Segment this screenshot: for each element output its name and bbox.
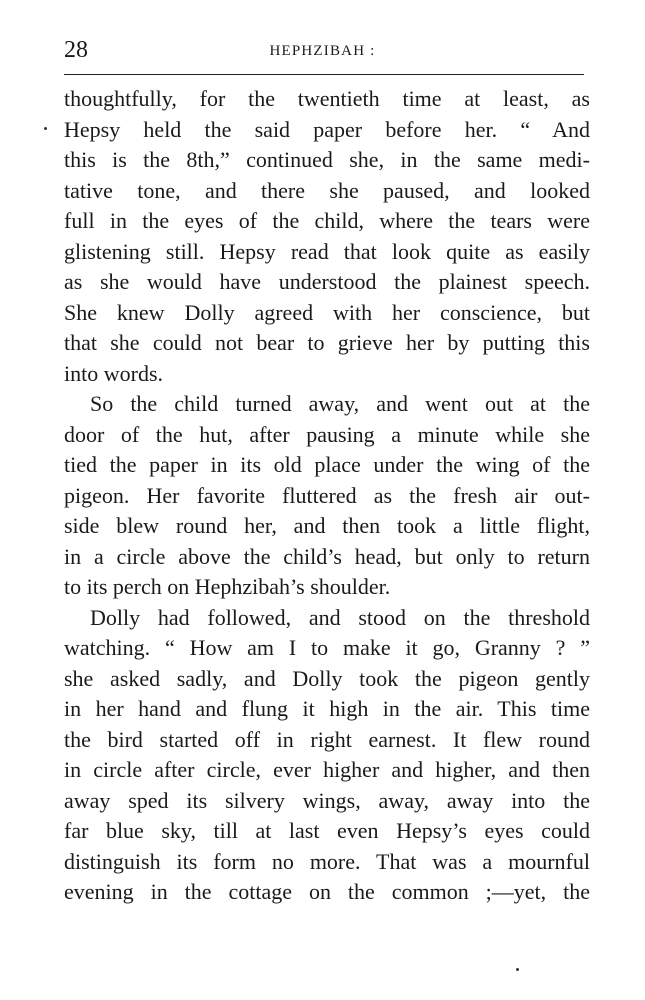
text-line: in her hand and flung it high in the air. This time bbox=[64, 696, 590, 721]
text-line: in circle after circle, ever higher and higher, and then bbox=[64, 757, 590, 782]
text-line: glistening still. Hepsy read that look quite as easily bbox=[64, 238, 590, 264]
paragraph bbox=[64, 84, 590, 389]
text-line: this is the 8th,” continued she, in the same medi- bbox=[64, 147, 590, 172]
text-line: full in the eyes of the child, where the tears were bbox=[64, 208, 590, 233]
text-line: into words. bbox=[64, 360, 163, 386]
text-line: she asked sadly, and Dolly took the pigeon gently bbox=[64, 665, 590, 691]
print-speck bbox=[516, 968, 519, 971]
text-line: side blew round her, and then took a little flight, bbox=[64, 513, 590, 538]
page-number: 28 bbox=[64, 37, 88, 63]
body-text bbox=[64, 84, 590, 908]
header-rule bbox=[64, 74, 584, 75]
text-line: to its perch on Hephzibah’s shoulder. bbox=[64, 574, 391, 599]
text-line: tied the paper in its old place under the wing of the bbox=[64, 452, 590, 477]
paragraph bbox=[64, 389, 590, 603]
text-line: tative tone, and there she paused, and looked bbox=[64, 177, 590, 203]
text-line: So the child turned away, and went out at the bbox=[90, 391, 590, 416]
text-line: evening in the cottage on the common ;—yet, the bbox=[64, 879, 590, 904]
text-line: She knew Dolly agreed with her conscience, but bbox=[64, 299, 590, 325]
running-head-title: HEPHZIBAH : bbox=[269, 43, 376, 59]
text-line: Hepsy held the said paper before her. “ And bbox=[64, 116, 590, 142]
text-line: thoughtfully, for the twentieth time at least, as bbox=[64, 86, 590, 111]
text-line: the bird started off in right earnest. It flew round bbox=[64, 726, 590, 752]
text-line: in a circle above the child’s head, but only to return bbox=[64, 543, 590, 569]
text-line: door of the hut, after pausing a minute while she bbox=[64, 421, 590, 447]
text-line: as she would have understood the plainest speech. bbox=[64, 269, 590, 294]
text-line: watching. “ How am I to make it go, Granny ? ” bbox=[64, 635, 590, 660]
text-line: Dolly had followed, and stood on the threshold bbox=[90, 604, 590, 630]
print-speck bbox=[44, 127, 47, 130]
text-line: far blue sky, till at last even Hepsy’s eyes could bbox=[64, 818, 590, 843]
text-line: away sped its silvery wings, away, away into the bbox=[64, 787, 590, 813]
text-line: distinguish its form no more. That was a mournful bbox=[64, 848, 590, 874]
text-line: pigeon. Her favorite fluttered as the fresh air out- bbox=[64, 482, 590, 508]
paragraph bbox=[64, 603, 590, 908]
text-line: that she could not bear to grieve her by putting this bbox=[64, 330, 590, 355]
